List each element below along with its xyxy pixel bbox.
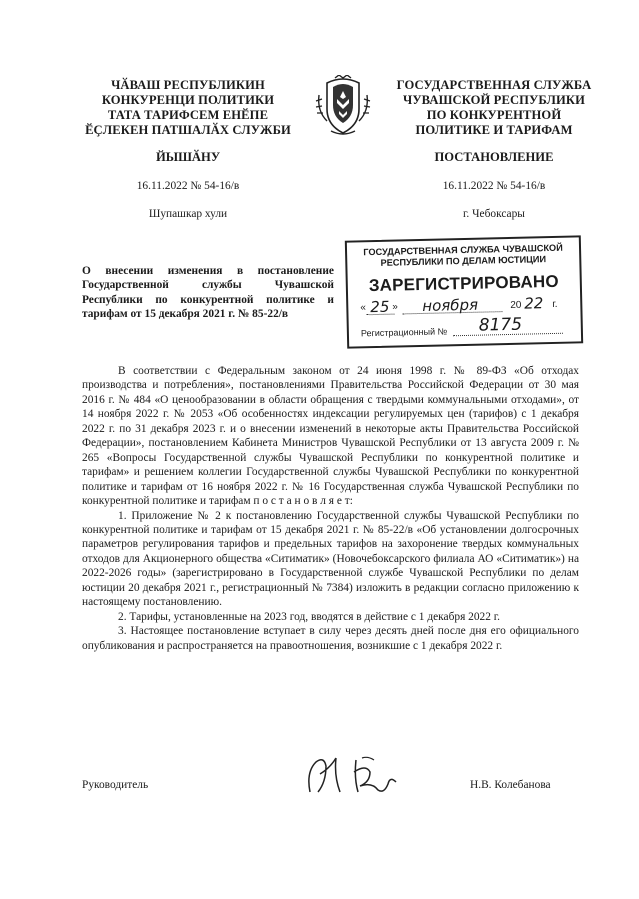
header-russian-agency-name — [384, 78, 604, 138]
stamp-year-suffix: 22 — [524, 294, 544, 313]
handwritten-signature-icon — [296, 752, 416, 798]
stamp-reg-label: Регистрационный № — [360, 326, 448, 339]
registration-stamp — [345, 235, 583, 348]
stamp-reg-number: 8175 — [478, 314, 523, 336]
document-subject: О внесении изменения в постановление Государственной службы Чувашской Республики по конкурентной политике и тарифам от 15 декабря 2021 г. № 85-22/в — [82, 265, 334, 321]
body-paragraph: 1. Приложение № 2 к постановлению Государственной службы Чувашской Республики по конкурентной политике и тарифам от 15 декабря 2021 г. № 85-22/в «Об установлении долгосрочных параметров регулирования тарифов и предельных тарифов на захоронение твердых коммунальных отходов для Акционерного общества «Ситиматик» (Новочебоксарского филиала АО «Ситиматик») на 2022-2026 годы» (зарегистрировано в Государственной службе Чувашской Республики по делам юстиции 20 декабря 2021 г., регистрационный № 7384) изложить в редакции согласно приложению к настоящему постановлению. — [82, 509, 579, 609]
body-paragraph: 3. Настоящее постановление вступает в силу через десять дней после дня его официального опубликования и распространяется на правоотношения, возникшие с 1 декабря 2022 г. — [82, 625, 579, 652]
doc-kind-russian: ПОСТАНОВЛЕНИЕ — [434, 150, 554, 164]
header-left-line: ТАТА ТАРИФСЕМ ЕНӖПЕ — [107, 108, 269, 122]
header-right-line: ПОЛИТИКЕ И ТАРИФАМ — [415, 123, 573, 137]
stamp-date: « 25 » ноября 20 22 г. — [360, 294, 558, 317]
header-left-line: ЧӐВАШ РЕСПУБЛИКИН — [111, 78, 265, 92]
doc-place-russian: г. Чебоксары — [463, 208, 525, 220]
header-left-line: КОНКУРЕНЦИ ПОЛИТИКИ — [101, 93, 275, 107]
stamp-year-prefix: 20 — [510, 299, 522, 311]
stamp-organization: ГОСУДАРСТВЕННАЯ СЛУЖБА ЧУВАШСКОЙ РЕСПУБЛИКИ ПО ДЕЛАМ ЮСТИЦИИ — [363, 242, 563, 268]
signatory-role: Руководитель — [82, 779, 149, 791]
doc-place-chuvash: Шупашкар хули — [148, 208, 228, 220]
header-chuvash-agency-name — [73, 78, 303, 138]
doc-number-chuvash: 16.11.2022 № 54-16/в — [136, 180, 240, 192]
stamp-month: ноября — [422, 295, 479, 315]
stamp-day: 25 — [370, 297, 390, 317]
header-right-line: ЧУВАШСКОЙ РЕСПУБЛИКИ — [402, 93, 585, 107]
document-body — [82, 364, 579, 653]
stamp-registration — [357, 314, 573, 343]
body-paragraph: В соответствии с Федеральным законом от 24 июня 1998 г. № 89-ФЗ «Об отходах производства и потребления», постановлениями Правительства Российской Федерации от 30 мая 2016 г. № 484 «О ценообразовании в области обращения с твердыми коммунальными отходами», от 14 ноября 2022 г. № 2053 «Об особенностях индексации регулируемых цен (тарифов) с 1 декабря 2022 г. по 31 декабря 2023 г. и о внесении изменений в некоторые акты Правительства Российской Федерации», постановлением Кабинета Министров Чувашской Республики от 13 августа 2009 г. № 265 «Вопросы Государственной службы Чувашской Республики по конкурентной политике и тарифам» и решением коллегии Государственной службы Чувашской Республики по конкурентной политике и тарифам от 16 ноября 2022 г. № 16 Государственная служба Чувашской Республики по конкурентной политике и тарифам п о с т а н о в л я е т: — [82, 365, 579, 508]
signatory-name: Н.В. Колебанова — [470, 779, 551, 791]
chuvash-coat-of-arms-icon — [313, 75, 373, 137]
stamp-title: ЗАРЕГИСТРИРОВАНО — [368, 271, 559, 296]
header-right-line: ПО КОНКУРЕНТНОЙ — [426, 108, 562, 122]
body-paragraph: 2. Тарифы, установленные на 2023 год, вводятся в действие с 1 декабря 2022 г. — [118, 610, 501, 623]
header-left-line: ӖҪЛЕКЕН ПАТШАЛӐХ СЛУЖБИ — [85, 123, 291, 137]
header-right-line: ГОСУДАРСТВЕННАЯ СЛУЖБА — [396, 78, 592, 92]
doc-number-russian: 16.11.2022 № 54-16/в — [442, 180, 546, 192]
doc-kind-chuvash: ЙЫШӐНУ — [155, 150, 221, 164]
stamp-year-mark: г. — [552, 298, 558, 310]
